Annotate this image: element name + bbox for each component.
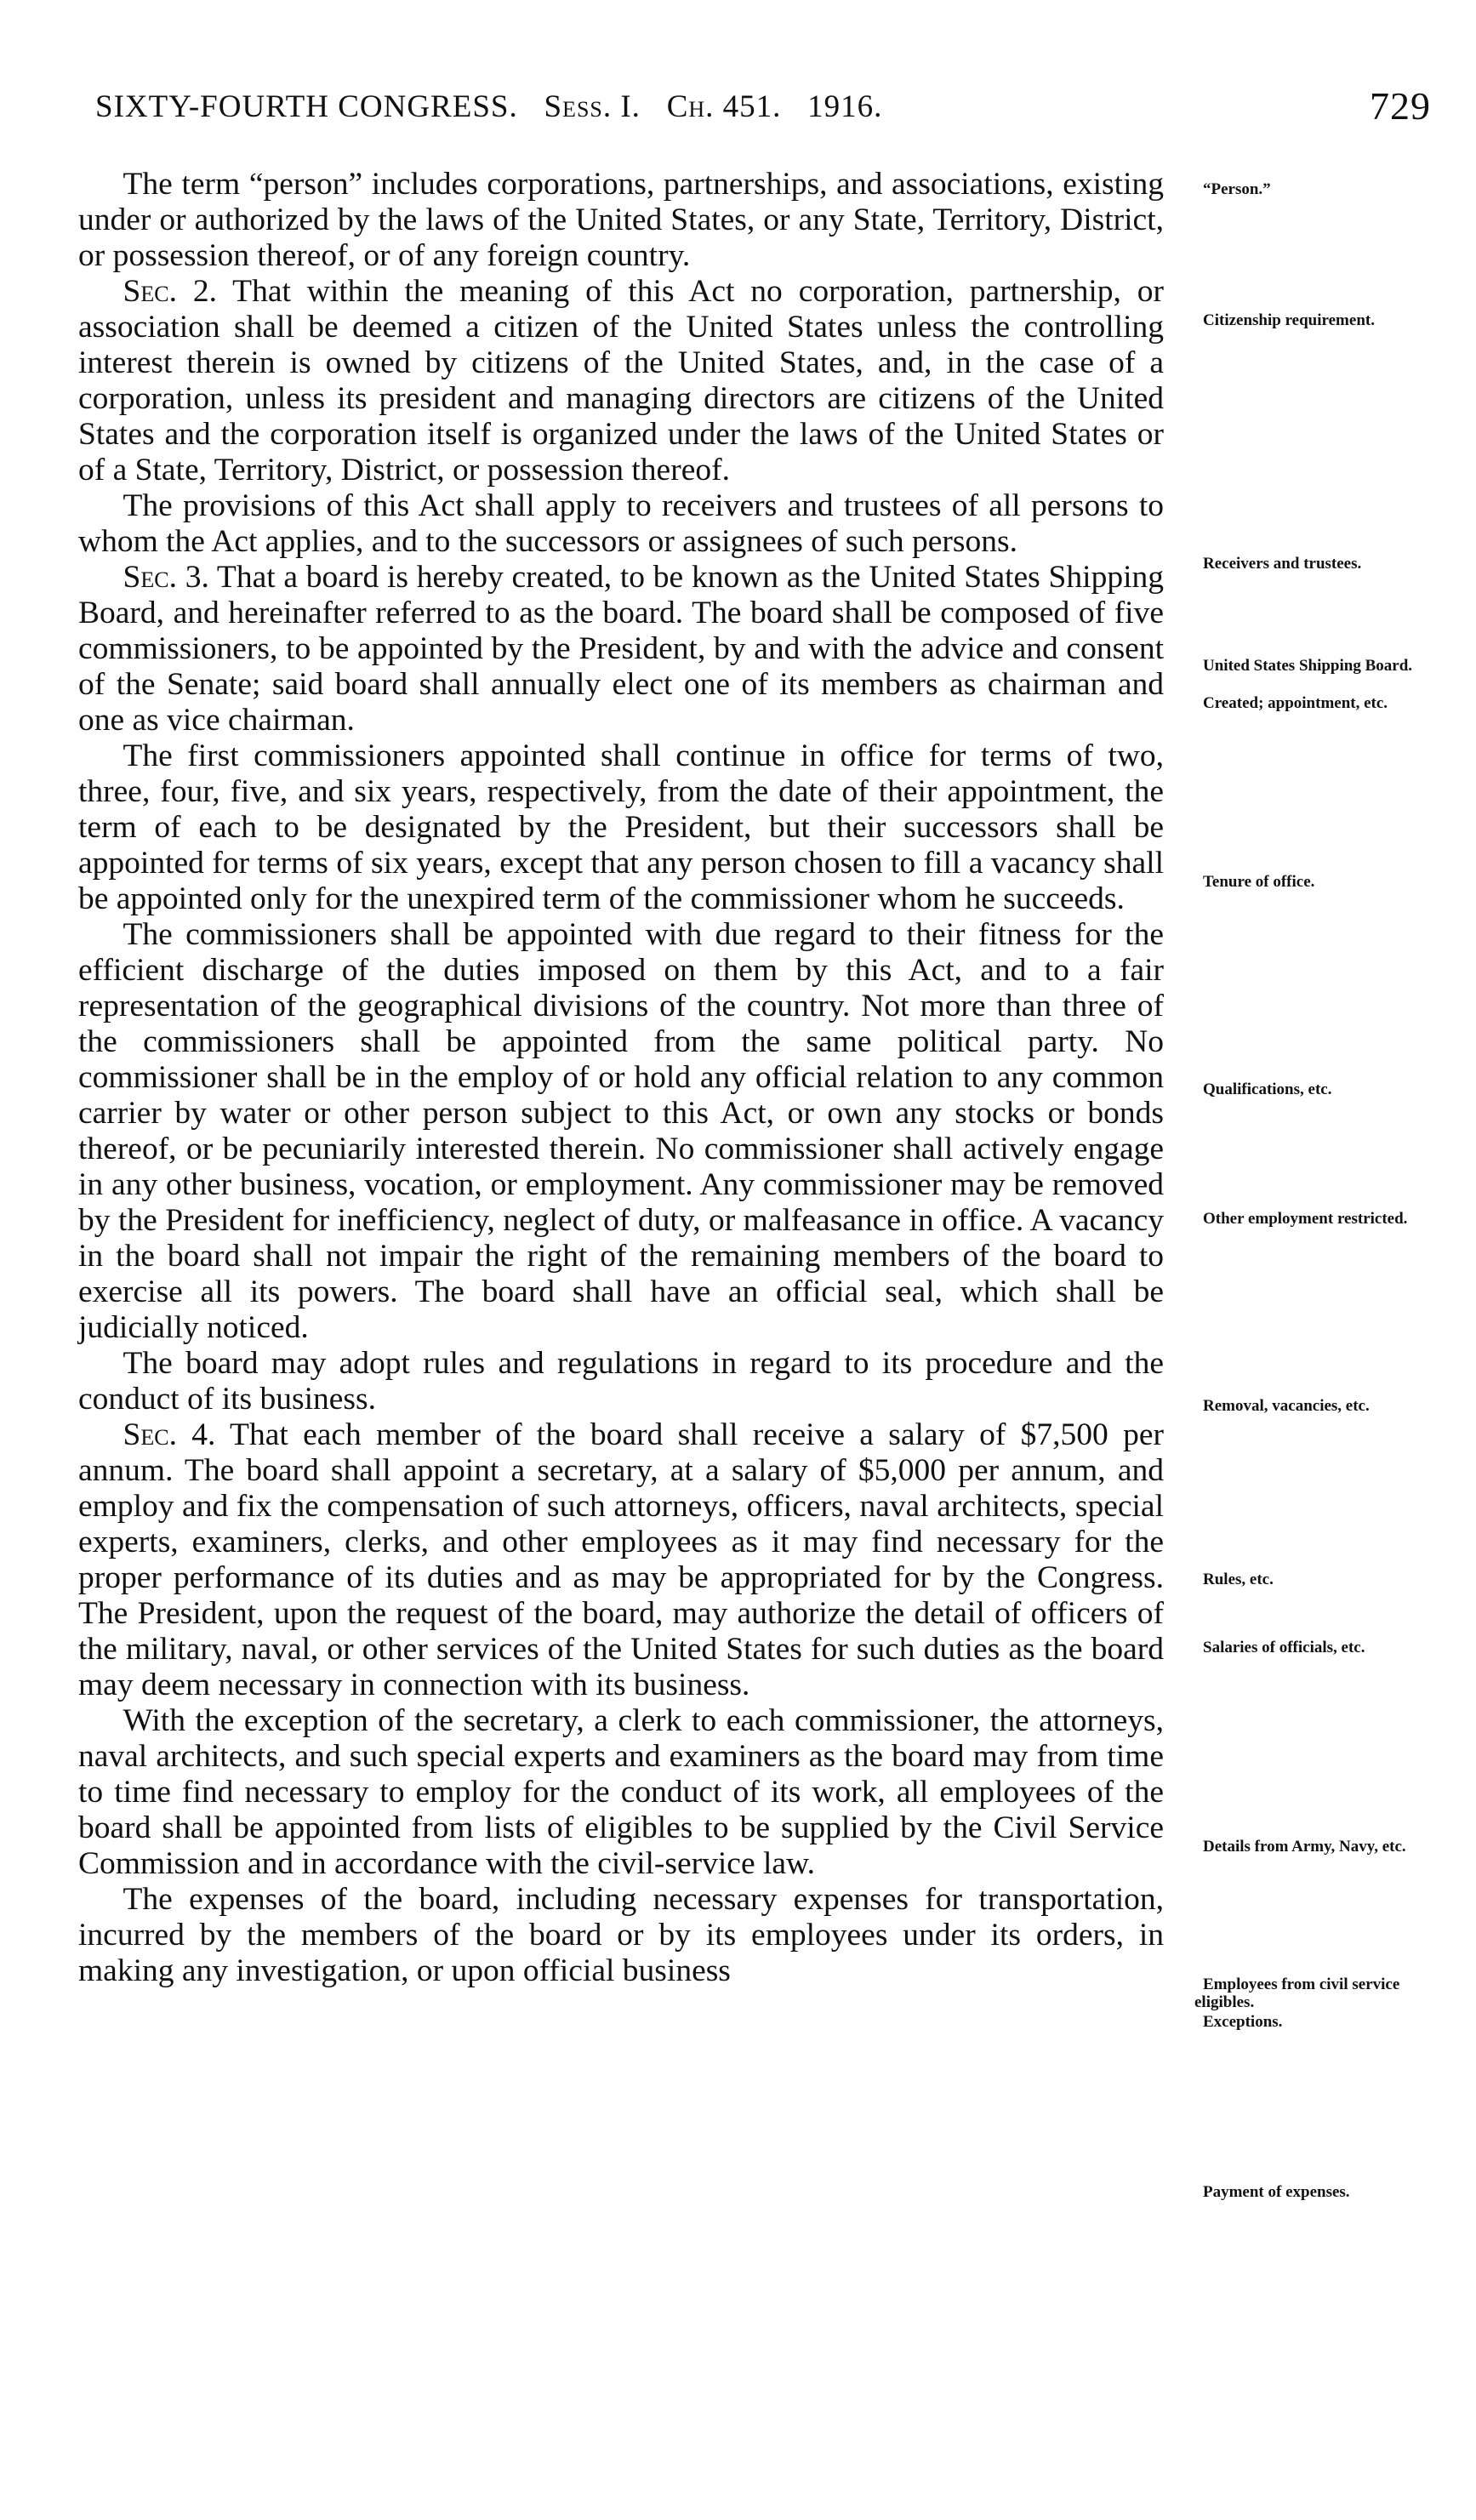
chapter-label: Ch. 451. — [666, 89, 782, 124]
running-head — [95, 88, 882, 125]
paragraph-employees: With the exception of the secretary, a clerk to each commissioner, the attorneys, naval architects, and such special experts and examiners as the board may from time to time find necessary to employ for the conduct of its work, all employees of the board shall be appointed from lists of eligibles to be supplied by the Civil Service Commission and in accordance with the civil-service law. — [78, 1703, 1164, 1881]
margin-note-details: Details from Army, Navy, etc. — [1203, 1838, 1406, 1856]
paragraph-expenses: The expenses of the board, including necessary expenses for transportation, incurred by the members of the board or by its employees under its orders, in making any investigation, or upon official business — [78, 1882, 1164, 1988]
paragraph-tenure: The first commissioners appointed shall continue in office for terms of two, three, four, five, and six years, respectively, from the date of their appointment, the term of each to be designated by the President, but their successors shall be appointed for terms of six years, except that any person chosen to fill a vacancy shall be appointed only for the unexpired term of the commissioner whom he succeeds. — [78, 738, 1164, 916]
section-label: Sec. 2. — [123, 274, 217, 309]
section-label: Sec. 3. — [123, 560, 209, 595]
margin-note-salaries: Salaries of officials, etc. — [1203, 1639, 1365, 1656]
statute-text — [78, 167, 1164, 1989]
page-number: 729 — [1370, 84, 1431, 128]
margin-note-receivers: Receivers and trustees. — [1203, 555, 1362, 573]
margin-note-tenure: Tenure of office. — [1203, 873, 1315, 891]
section-label: Sec. 4. — [123, 1417, 216, 1452]
paragraph-sec-4: Sec. 4. That each member of the board shall receive a salary of $7,500 per annum. The board shall appoint a secretary, at a salary of $5,000 per annum, and employ and fix the compensation of such attorneys, officers, naval architects, special experts, examiners, clerks, and other employees as it may find necessary for the proper performance of its duties and as may be appropriated for by the Congress. The President, upon the request of the board, may authorize the detail of officers of the military, naval, or other services of the United States for such duties as the board may deem necessary in connection with its business. — [78, 1417, 1164, 1702]
margin-note-rules: Rules, etc. — [1203, 1571, 1274, 1588]
paragraph-person: The term “person” includes corporations, partnerships, and associations, existing under or authorized by the laws of the United States, or any State, Territory, District, or possession thereof, or of any foreign country. — [78, 167, 1164, 273]
margin-note-citizenship: Citizenship requirement. — [1203, 311, 1375, 329]
paragraph-sec-2: Sec. 2. That within the meaning of this Act no corporation, partnership, or association shall be deemed a citizen of the United States unless the controlling interest therein is owned by citizens of the United States, and, in the case of a corporation, unless its president and managing directors are citizens of the United States and the corporation itself is organized under the laws of the United States or of a State, Territory, District, or possession thereof. — [78, 274, 1164, 487]
session-label: Sess. I. — [544, 89, 641, 124]
margin-note-civil-service: Employees from civil service eligibles. — [1194, 1976, 1400, 2011]
margin-note-qualifications: Qualifications, etc. — [1203, 1080, 1332, 1098]
margin-note-other-employment: Other employment restricted. — [1203, 1210, 1408, 1228]
congress-title: SIXTY-FOURTH CONGRESS. — [95, 89, 518, 124]
paragraph-qualifications: The commissioners shall be appointed with due regard to their fitness for the efficient discharge of the duties imposed on them by this Act, and to a fair representation of the geographical divisions of the country. Not more than three of the commissioners shall be appointed from the same political party. No commissioner shall be in the employ of or hold any official relation to any common carrier by water or other person subject to this Act, or own any stocks or bonds thereof, or be pecuniarily interested therein. No commissioner shall actively engage in any other business, vocation, or employment. Any commissioner may be removed by the President for inefficiency, neglect of duty, or malfeasance in office. A vacancy in the board shall not impair the right of the remaining members of the board to exercise all its powers. The board shall have an official seal, which shall be judicially noticed. — [78, 917, 1164, 1345]
margin-note-created: Created; appointment, etc. — [1203, 694, 1388, 712]
year-label: 1916. — [807, 89, 883, 124]
margin-note-removal: Removal, vacancies, etc. — [1203, 1397, 1370, 1415]
paragraph-rules: The board may adopt rules and regulations in regard to its procedure and the conduct of its business. — [78, 1346, 1164, 1417]
paragraph-receivers: The provisions of this Act shall apply to receivers and trustees of all persons to whom the Act applies, and to the successors or assignees of such persons. — [78, 488, 1164, 559]
paragraph-sec-3: Sec. 3. That a board is hereby created, to be known as the United States Shipping Board, and hereinafter referred to as the board. The board shall be composed of five commissioners, to be appointed by the President, by and with the advice and consent of the Senate; said board shall annually elect one of its members as chairman and one as vice chairman. — [78, 560, 1164, 738]
margin-note-exceptions: Exceptions. — [1203, 2013, 1283, 2031]
margin-note-person: “Person.” — [1203, 180, 1271, 198]
margin-note-shipping-board: United States Shipping Board. — [1203, 657, 1413, 675]
margin-note-payment: Payment of expenses. — [1203, 2183, 1350, 2201]
page-header — [95, 84, 1431, 140]
